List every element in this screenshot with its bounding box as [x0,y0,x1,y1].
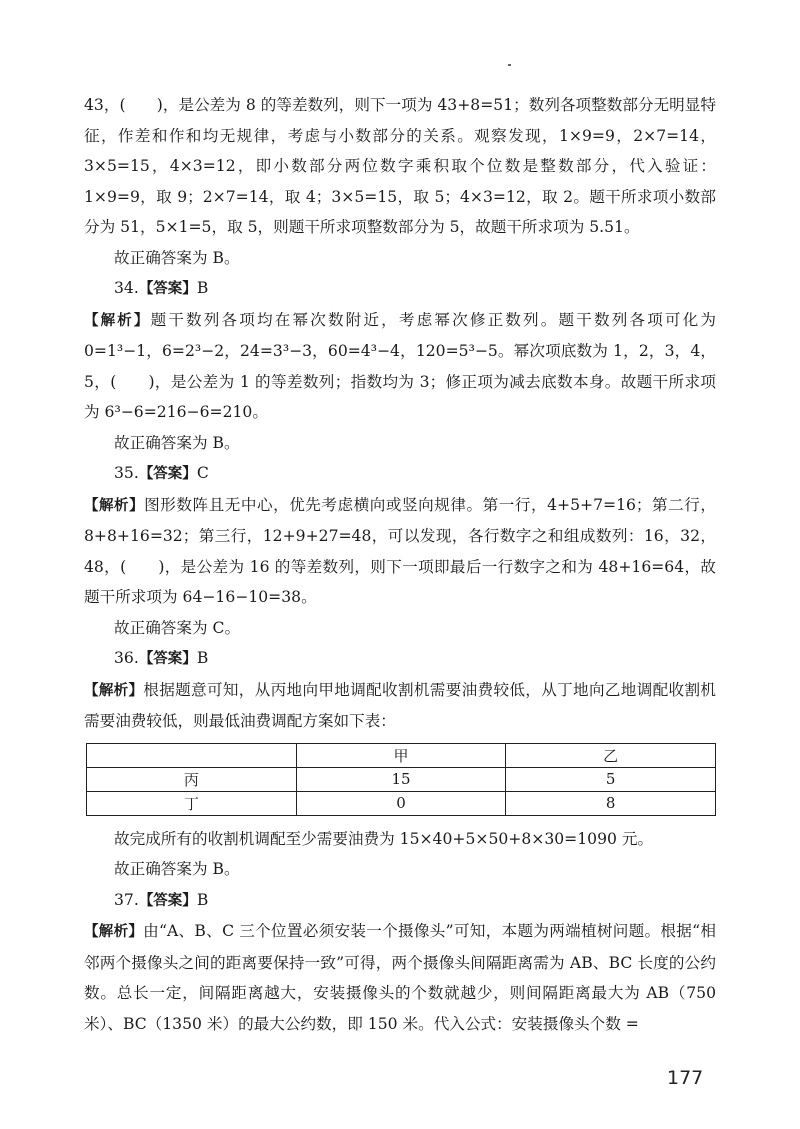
q34-answer-tag: 【答案】 [138,281,197,297]
q37-answer-tag: 【答案】 [138,892,197,909]
q36-conclusion: 故正确答案为 B。 [114,860,240,878]
q35-number: 35. [114,464,139,482]
q36-answer-tag: 【答案】 [138,651,197,667]
scan-speck [508,64,511,66]
allocation-table-wrapper [86,743,716,816]
q35-analysis-text: 图形数阵且无中心，优先考虑横向或竖向规律。第一行，4+5+7=16；第二行，8+8+16=32；第三行，12+9+27=48，可以发现，各行数字之和组成数列：16，32，48，( )，是公差为 16 的等差数列，则下一项即最后一行数字之和为 48+16=64，故题干所求项为 64−16−10=38。 [84,495,716,606]
q35-answer: C [196,464,209,482]
table-cell: 5 [506,767,716,791]
intro-conclusion: 故正确答案为 B。 [114,248,240,267]
table-row [87,767,716,791]
page-content [84,90,716,1039]
q37-answer-line [84,885,716,917]
q36-answer-line [84,643,716,675]
q34-answer-line [84,273,716,305]
q37-answer: B [196,890,209,909]
allocation-table [86,743,716,816]
q34-conclusion: 故正确答案为 B。 [114,433,240,452]
table-cell: 0 [296,791,506,815]
table-cell: 8 [506,791,716,815]
table-row [87,791,716,815]
q36-cost-line: 故完成所有的收割机调配至少需要油费为 15×40+5×50+8×30=1090 元。 [114,829,654,848]
q36-analysis-text: 根据题意可知，从丙地向甲地调配收割机需要油费较低，从丁地向乙地调配收割机需要油费较低，则最低油费调配方案如下表： [84,680,716,730]
q35-analysis-tag: 【解析】 [84,497,145,514]
q36-analysis [84,675,716,737]
q37-analysis [84,916,716,1039]
table-header-row [87,743,716,767]
q34-answer: B [196,279,209,297]
q35-answer-line [84,458,716,490]
q35-conclusion: 故正确答案为 C。 [114,618,241,637]
intro-paragraph: 43，( )，是公差为 8 的等差数列，则下一项为 43+8=51；数列各项整数部分无明显特征，作差和作和均无规律，考虑与小数部分的关系。观察发现，1×9=9，2×7=14，3×5=15，4×3=12，即小数部分两位数字乘积取个位数是整数部分，代入验证：1×9=9，取 9；2×7=14，取 4；3×5=15，取 5；4×3=12，取 2。题干所求项小数部分为 51，5×1=5，取 5，则题干所求项整数部分为 5，故题干所求项为 5.51。 [84,96,716,236]
q36-answer: B [196,649,209,667]
table-cell: 丁 [87,791,297,815]
q36-number: 36. [114,649,139,667]
table-cell: 丙 [87,767,297,791]
table-header-cell [87,743,297,767]
page-number: 177 [667,1067,704,1089]
q36-analysis-tag: 【解析】 [84,682,144,699]
q34-analysis [84,305,716,428]
q37-number: 37. [114,890,139,909]
table-cell: 15 [296,767,506,791]
q37-analysis-tag: 【解析】 [84,924,144,940]
q37-analysis-text: 由“A、B、C 三个位置必须安装一个摄像头”可知，本题为两端植树问题。根据“相邻两个摄像头之间的距离要保持一致”可得，两个摄像头间隔距离需为 AB、BC 长度的公约数。总长一定，间隔距离越大，安装摄像头的个数就越少，则间隔距离最大为 AB（750 米）、BC（1350 米）的最大公约数，即 150 米。代入公式：安装摄像头个数 = [84,922,717,1033]
table-header-cell: 乙 [506,743,716,767]
table-header-cell: 甲 [296,743,506,767]
q35-analysis [84,490,716,613]
q34-number: 34. [114,279,139,297]
q34-analysis-tag: 【解析】 [84,312,151,329]
q34-analysis-text: 题干数列各项均在幂次数附近，考虑幂次修正数列。题干数列各项可化为 0=1³−1，6=2³−2，24=3³−3，60=4³−4，120=5³−5。幂次项底数为 1，2，3，4，5，( )，是公差为 1 的等差数列；指数均为 3；修正项为减去底数本身。故题干所求项为 6³−6=216−6=210。 [84,310,716,421]
q35-answer-tag: 【答案】 [138,466,197,482]
